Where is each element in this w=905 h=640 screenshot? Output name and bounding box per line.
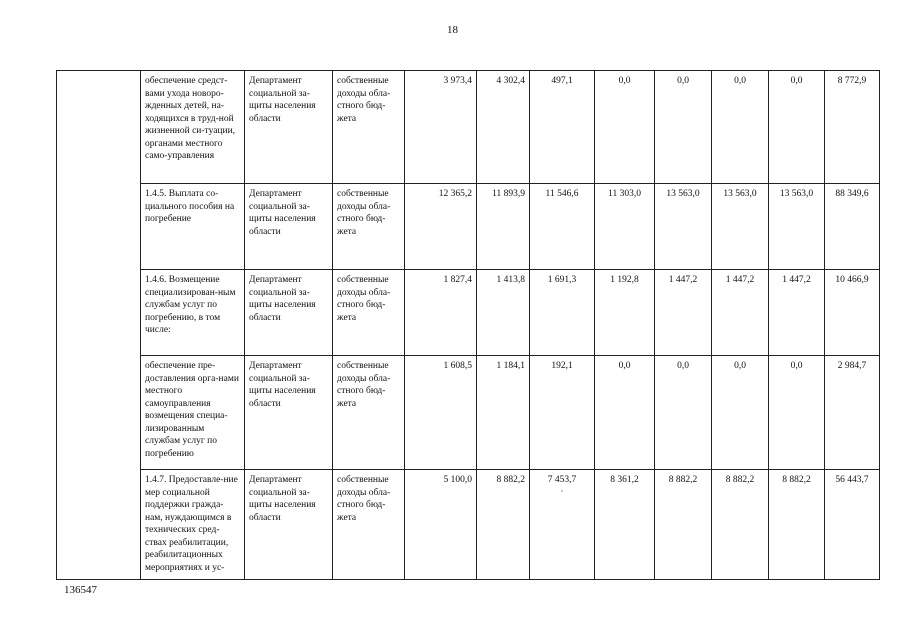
table-row	[57, 270, 880, 356]
funding-source-cell: собственные доходы обла-стного бюд-жета	[333, 71, 405, 184]
value-cell	[530, 470, 595, 580]
table-row	[57, 184, 880, 270]
value-cell: 5 100,0	[405, 470, 477, 580]
value-cell: 11 546,6	[530, 184, 595, 270]
event-cell: 1.4.5. Выплата со-циального пособия на погребение	[141, 184, 245, 270]
row-number-cell	[57, 71, 141, 580]
executor-cell: Департамент социальной за-щиты населения области	[245, 71, 333, 184]
value-cell: 1 447,2	[655, 270, 712, 356]
funding-source-cell: собственные доходы обла-стного бюд-жета	[333, 470, 405, 580]
value-cell: 11 893,9	[477, 184, 530, 270]
executor-cell: Департамент социальной за-щиты населения области	[245, 270, 333, 356]
value-cell: 13 563,0	[769, 184, 825, 270]
value-cell: 4 302,4	[477, 71, 530, 184]
value-cell: 0,0	[712, 71, 769, 184]
total-cell: 10 466,9	[825, 270, 880, 356]
executor-cell: Департамент социальной за-щиты населения области	[245, 184, 333, 270]
value-cell: 13 563,0	[712, 184, 769, 270]
value-cell: 1 827,4	[405, 270, 477, 356]
value-cell: 8 882,2	[477, 470, 530, 580]
value-cell: 8 882,2	[769, 470, 825, 580]
value-text: 7 453,7	[547, 475, 577, 485]
total-cell: 56 443,7	[825, 470, 880, 580]
value-cell: 1 608,5	[405, 356, 477, 470]
value-cell: 0,0	[655, 71, 712, 184]
event-cell: 1.4.6. Возмещение специализирован-ным службам услуг по погребению, в том числе:	[141, 270, 245, 356]
value-cell: 0,0	[595, 356, 655, 470]
value-cell: 11 303,0	[595, 184, 655, 270]
value-cell: 192,1	[530, 356, 595, 470]
value-cell: 3 973,4	[405, 71, 477, 184]
scan-dot-mark: ·	[560, 485, 564, 496]
executor-cell: Департамент социальной за-щиты населения области	[245, 470, 333, 580]
value-cell: 0,0	[769, 356, 825, 470]
executor-cell: Департамент социальной за-щиты населения области	[245, 356, 333, 470]
event-cell: 1.4.7. Предоставле-ние мер социальной поддержки гражда-нам, нуждающимся в технических сред-ствах реабилитации, реабилитационных мероприятиях и ус-	[141, 470, 245, 580]
value-cell: 0,0	[712, 356, 769, 470]
value-cell: 8 882,2	[655, 470, 712, 580]
total-cell: 2 984,7	[825, 356, 880, 470]
funding-source-cell: собственные доходы обла-стного бюд-жета	[333, 270, 405, 356]
value-cell: 0,0	[769, 71, 825, 184]
event-cell: обеспечение средст-вами ухода новоро-жденных детей, на-ходящихся в труд-ной жизненной си-туации, органами местного само-управления	[141, 71, 245, 184]
value-cell: 1 447,2	[769, 270, 825, 356]
table-row	[57, 470, 880, 580]
value-cell: 0,0	[655, 356, 712, 470]
value-cell: 1 447,2	[712, 270, 769, 356]
table-row	[57, 356, 880, 470]
value-cell: 0,0	[595, 71, 655, 184]
total-cell: 8 772,9	[825, 71, 880, 184]
value-cell: 497,1	[530, 71, 595, 184]
funding-source-cell: собственные доходы обла-стного бюд-жета	[333, 184, 405, 270]
value-cell: 1 184,1	[477, 356, 530, 470]
value-cell: 12 365,2	[405, 184, 477, 270]
total-cell: 88 349,6	[825, 184, 880, 270]
table-row	[57, 71, 880, 184]
value-cell: 1 691,3	[530, 270, 595, 356]
program-budget-table	[56, 70, 880, 580]
document-code: 136547	[64, 584, 97, 596]
value-cell: 1 192,8	[595, 270, 655, 356]
value-cell: 8 361,2	[595, 470, 655, 580]
event-cell: обеспечение пре-доставления орга-нами местного самоуправления возмещения специа-лизированным службам услуг по погребению	[141, 356, 245, 470]
funding-source-cell: собственные доходы обла-стного бюд-жета	[333, 356, 405, 470]
value-cell: 8 882,2	[712, 470, 769, 580]
value-cell: 1 413,8	[477, 270, 530, 356]
page-number: 18	[447, 24, 458, 36]
value-cell: 13 563,0	[655, 184, 712, 270]
